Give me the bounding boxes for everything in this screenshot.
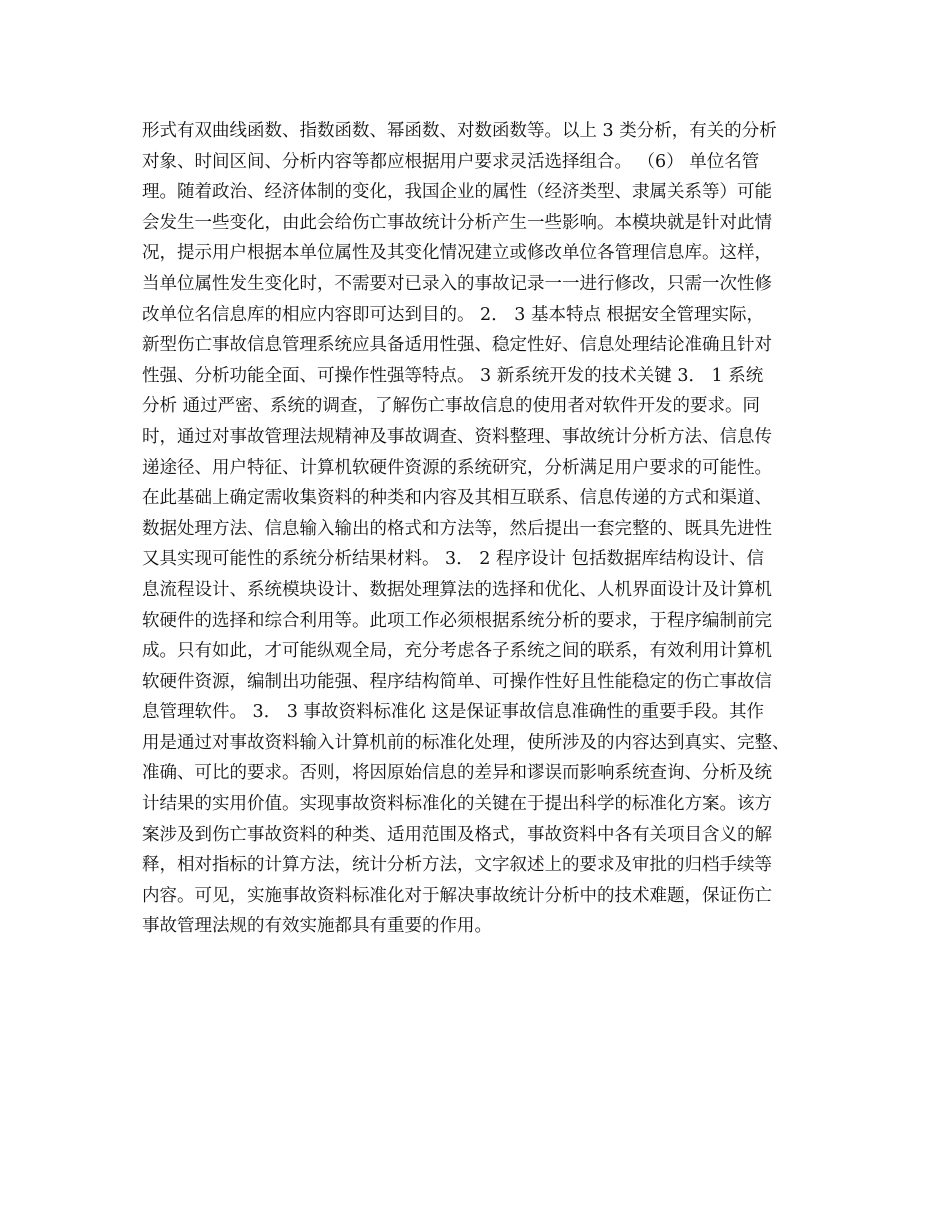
text-line: 递途径、用户特征、计算机软硬件资源的系统研究，分析满足用户要求的可能性。 — [142, 457, 772, 478]
text-line: 案涉及到伤亡事故资料的种类、适用范围及格式，事故资料中各有关项目含义的解 — [142, 824, 772, 845]
text-line: 形式有双曲线函数、指数函数、幂函数、对数函数等。以上 3 类分析，有关的分析 — [142, 121, 777, 141]
text-line: 计结果的实用价值。实现事故资料标准化的关键在于提出科学的标准化方案。该方 — [142, 794, 772, 815]
text-line: 时，通过对事故管理法规精神及事故调查、资料整理、事故统计分析方法、信息传 — [142, 426, 772, 447]
text-line: 数据处理方法、信息输入输出的格式和方法等，然后提出一套完整的、既具先进性 — [142, 518, 772, 539]
text-line: 理。随着政治、经济体制的变化，我国企业的属性（经济类型、隶属关系等）可能 — [142, 182, 772, 203]
text-line: 对象、时间区间、分析内容等都应根据用户要求灵活选择组合。 （6） 单位名管 — [142, 151, 760, 172]
text-line: 改单位名信息库的相应内容即可达到目的。 2． 3 基本特点 根据安全管理实际， — [142, 304, 765, 325]
text-line: 准确、可比的要求。否则，将因原始信息的差异和谬误而影响系统查询、分析及统 — [142, 763, 772, 784]
text-line: 会发生一些变化，由此会给伤亡事故统计分析产生一些影响。本模块就是针对此情 — [142, 212, 772, 233]
text-line: 在此基础上确定需收集资料的种类和内容及其相互联系、信息传递的方式和渠道、 — [142, 488, 772, 509]
text-line: 又具实现可能性的系统分析结果材料。 3． 2 程序设计 包括数据库结构设计、信 — [142, 549, 765, 570]
body-text — [142, 116, 822, 942]
text-line: 息流程设计、系统模块设计、数据处理算法的选择和优化、人机界面设计及计算机 — [142, 579, 772, 600]
text-line: 新型伤亡事故信息管理系统应具备适用性强、稳定性好、信息处理结论准确且针对 — [142, 335, 772, 356]
text-line: 性强、分析功能全面、可操作性强等特点。 3 新系统开发的技术关键 3． 1 系统 — [142, 365, 764, 386]
text-line: 软硬件资源，编制出功能强、程序结构简单、可操作性好且性能稳定的伤亡事故信 — [142, 671, 772, 692]
text-line: 释，相对指标的计算方法，统计分析方法，文字叙述上的要求及审批的归档手续等 — [142, 855, 772, 876]
text-line: 当单位属性发生变化时，不需要对已录入的事故记录一一进行修改，只需一次性修 — [142, 273, 772, 294]
text-line: 成。只有如此，才可能纵观全局，充分考虑各子系统之间的联系，有效利用计算机 — [142, 641, 772, 662]
text-line: 息管理软件。 3． 3 事故资料标准化 这是保证事故信息准确性的重要手段。其作 — [142, 702, 765, 723]
text-line: 事故管理法规的有效实施都具有重要的作用。 — [142, 916, 492, 937]
text-line: 分析 通过严密、系统的调查，了解伤亡事故信息的使用者对软件开发的要求。同 — [142, 396, 761, 417]
text-line: 况，提示用户根据本单位属性及其变化情况建立或修改单位各管理信息库。这样， — [142, 243, 772, 264]
text-line: 用是通过对事故资料输入计算机前的标准化处理，使所涉及的内容达到真实、完整、 — [142, 732, 790, 753]
text-line: 软硬件的选择和综合利用等。此项工作必须根据系统分析的要求，于程序编制前完 — [142, 610, 772, 631]
text-line: 内容。可见，实施事故资料标准化对于解决事故统计分析中的技术难题，保证伤亡 — [142, 885, 772, 906]
